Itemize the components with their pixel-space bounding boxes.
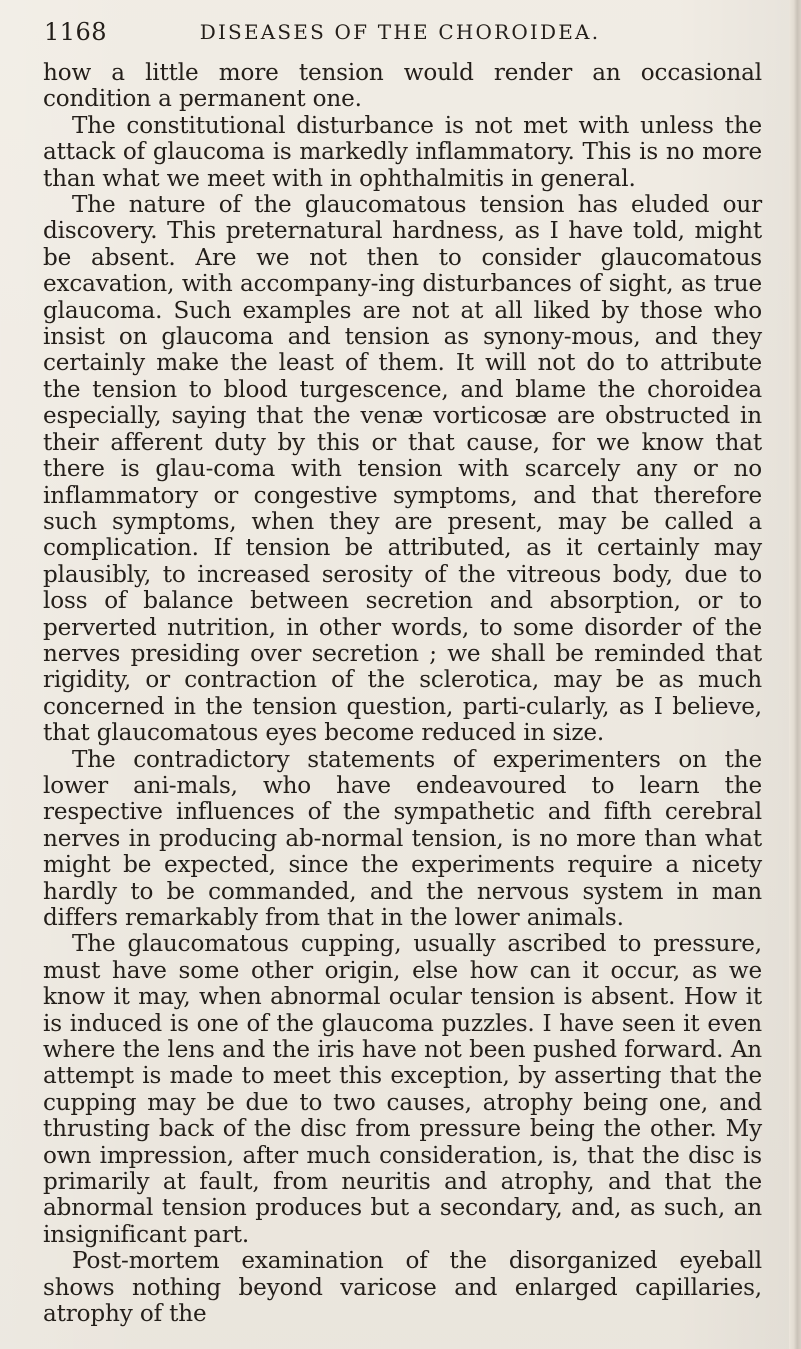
paragraph-3: The nature of the glaucomatous tension has eluded our discovery. This preternatural hardness, as I have told, might be absent. Are we not then to consider glaucomatous excavation, with accompany-ing disturbances of sight, as true glaucoma. Such examples are not at all liked by those who insist on glaucoma and tension as synony-mous, and they certainly make the least of them. It will not do to attribute the tension to blood turgescence, and blame the choroidea especially, saying that the venæ vorticosæ are obstructed in their afferent duty by this or that cause, for we know that there is glau-coma with tension with scarcely any or no inflammatory or congestive symptoms, and that therefore such symptoms, when they are present, may be called a complication. If tension be attributed, as it certainly may plausibly, to increased serosity of the vitreous body, due to loss of balance between secretion and absorption, or to perverted nutrition, in other words, to some disorder of the nerves presiding over secretion ; we shall be reminded that rigidity, or contraction of the sclerotica, may be as much concerned in the tension question, parti-cularly, as I believe, that glaucomatous eyes become reduced in size. [43, 192, 762, 747]
running-head: DISEASES OF THE CHOROIDEA. [199, 20, 601, 44]
page-number: 1168 [44, 18, 108, 46]
page-edge [789, 0, 801, 1349]
page-header [44, 18, 779, 52]
paragraph-6: Post-mortem examination of the disorganized eyeball shows nothing beyond varicose and enlarged capillaries, atrophy of the [43, 1248, 762, 1328]
paragraph-4: The contradictory statements of experimenters on the lower ani-mals, who have endeavoured to learn the respective influences of the sympathetic and fifth cerebral nerves in producing ab-normal tension, is no more than what might be expected, since the experiments require a nicety hardly to be commanded, and the nervous system in man differs remarkably from that in the lower animals. [43, 746, 762, 931]
body-text [43, 60, 762, 1328]
paragraph-2: The constitutional disturbance is not met with unless the attack of glaucoma is markedly inflammatory. This is no more than what we meet with in ophthalmitis in general. [43, 112, 762, 192]
paragraph-5: The glaucomatous cupping, usually ascribed to pressure, must have some other origin, else how can it occur, as we know it may, when abnormal ocular tension is absent. How it is induced is one of the glaucoma puzzles. I have seen it even where the lens and the iris have not been pushed forward. An attempt is made to meet this exception, by asserting that the cupping may be due to two causes, atrophy being one, and thrusting back of the disc from pressure being the other. My own impression, after much consideration, is, that the disc is primarily at fault, from neuritis and atrophy, and that the abnormal tension produces but a secondary, and, as such, an insignificant part. [43, 931, 762, 1248]
paragraph-1: how a little more tension would render an occasional condition a permanent one. [43, 60, 762, 113]
